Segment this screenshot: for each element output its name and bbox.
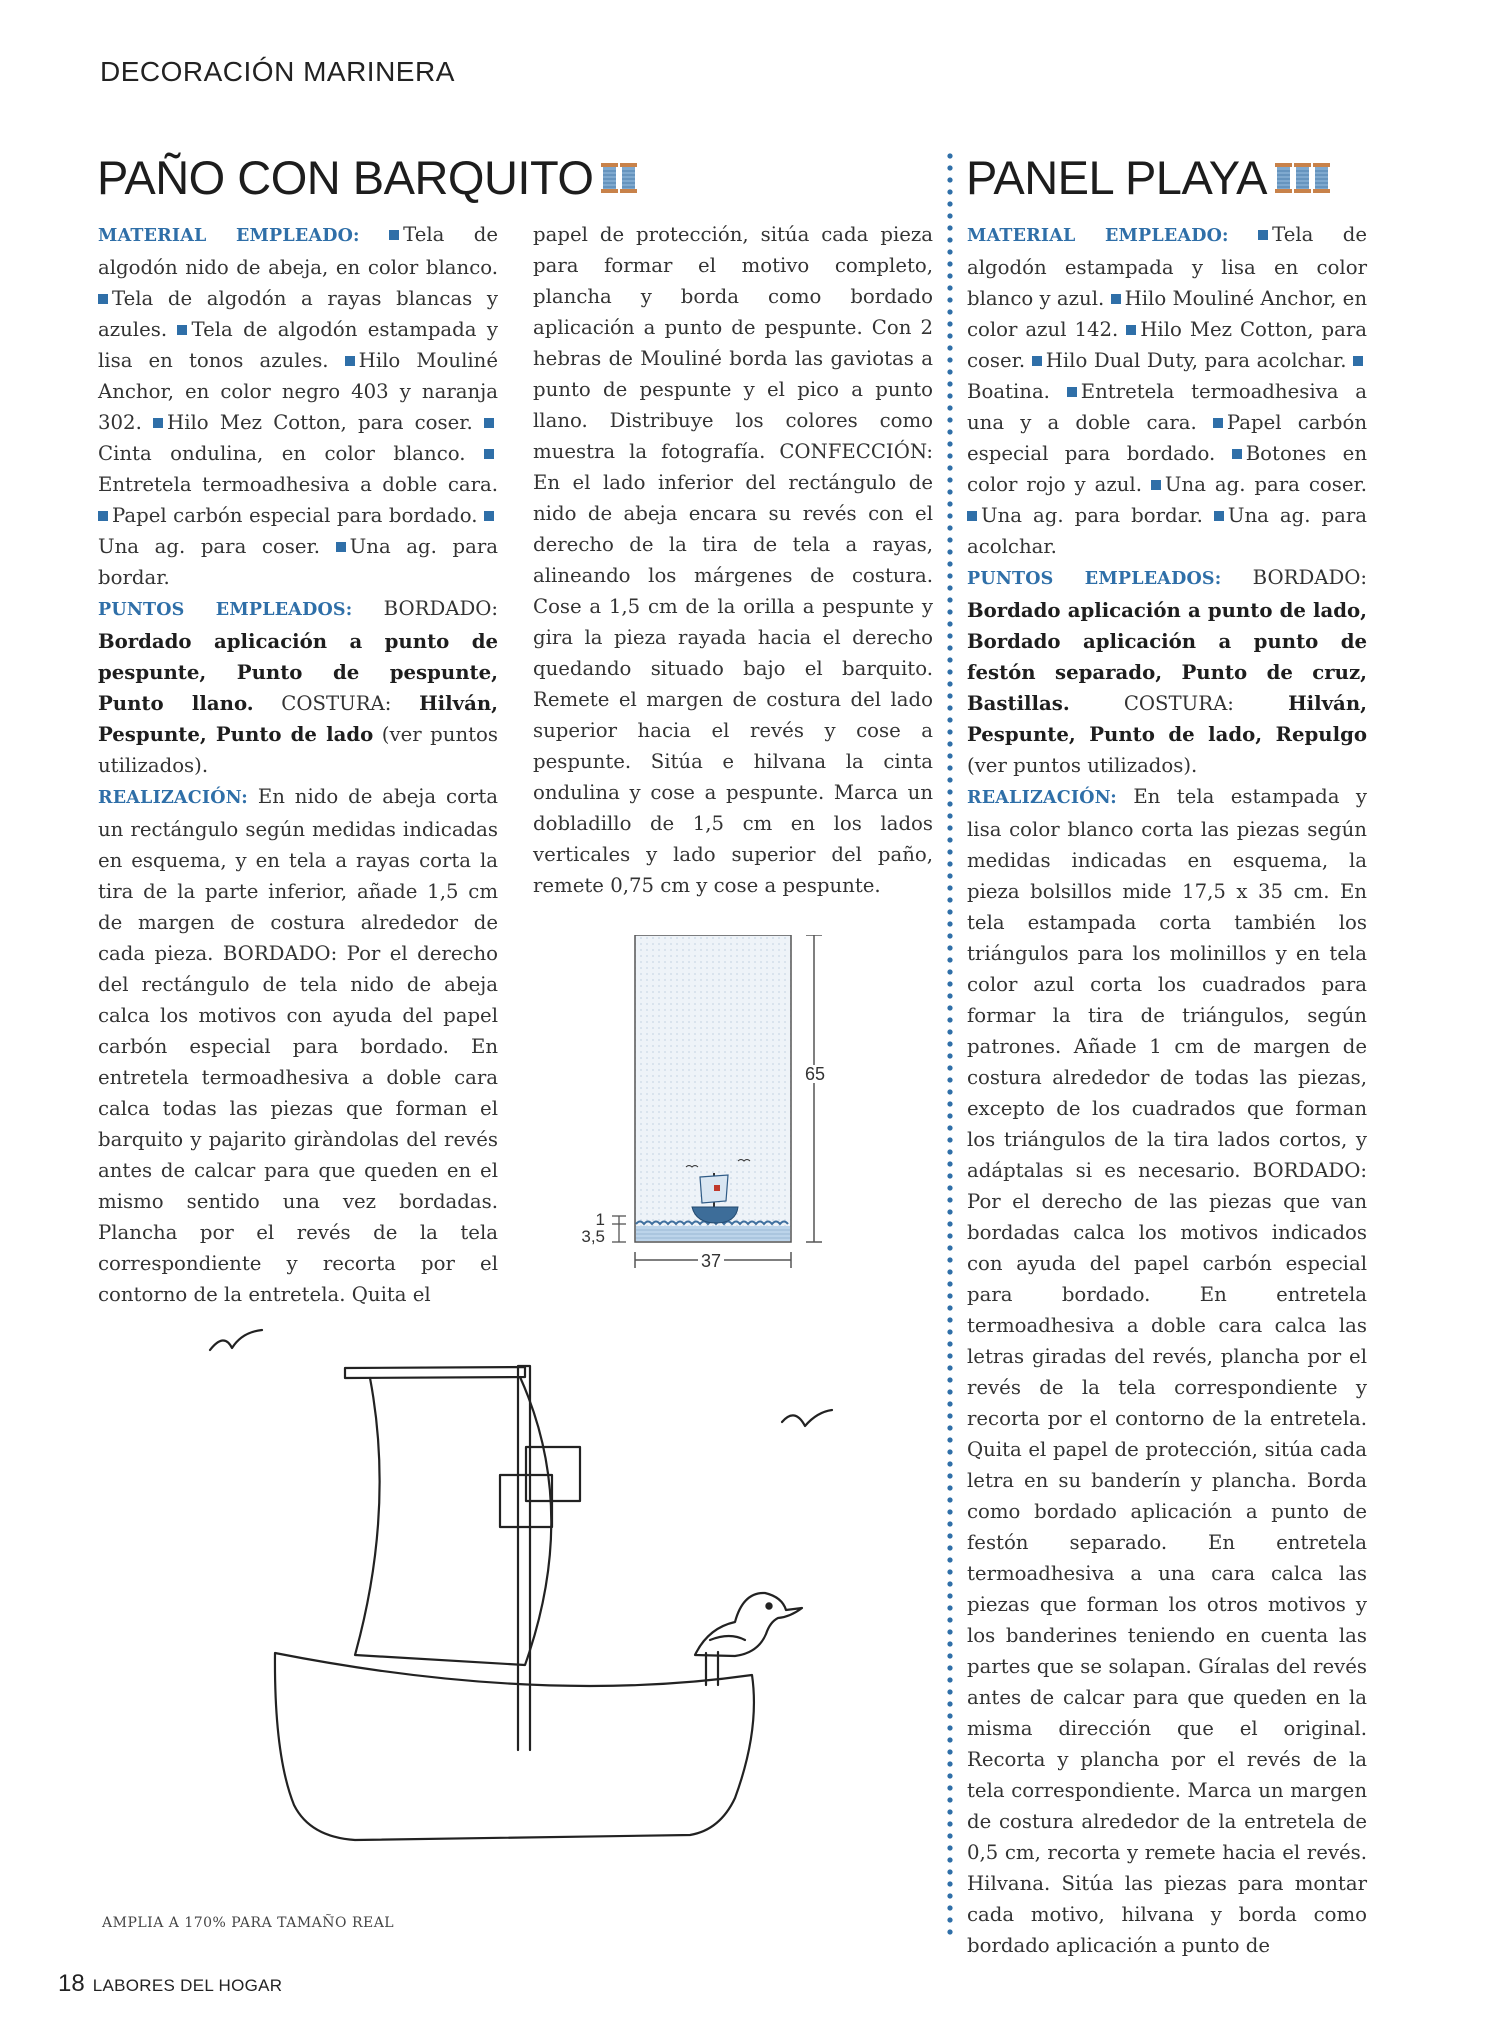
costura-label: COSTURA:: [1123, 692, 1234, 715]
material-item: Tela de algodón nido de abeja, en color blanco.: [98, 223, 498, 279]
material-item: Hilo Mez Cotton, para coser.: [967, 318, 1367, 372]
material-item: Tela de algodón a rayas blancas y azules.: [98, 287, 498, 341]
stitches-note: (ver puntos utilizados).: [967, 754, 1198, 777]
stitches-note: (ver puntos utilizados).: [98, 723, 499, 777]
seagull-icon: [782, 1410, 832, 1426]
yardarm-icon: [345, 1367, 525, 1378]
stitches-paragraph: [967, 562, 1367, 781]
material-item: Boatina.: [967, 380, 1050, 403]
boat-pattern-drawing: [190, 1310, 850, 1900]
material-item: Cinta ondulina, en color blanco.: [98, 442, 466, 465]
difficulty-spools: [1275, 163, 1330, 193]
publication-name: LABORES DEL HOGAR: [92, 1976, 283, 1995]
material-item: Botones en color rojo y azul.: [967, 442, 1367, 496]
realizacion-text: En tela estampada y lisa color blanco corta las piezas según medidas indicadas en esquema, la pieza bolsillos mide 17,5 x 35 cm. En tela estampada corta también los triángulos para los molinillos y en tela color azul corta los cuadrados para formar la tira de triángulos, según patrones. Añade 1 cm de margen de costura alrededor de todas las piezas, excepto de los cuadrados que forman los triángulos de la tira lados cortos, y adáptalas si es necesario. BORDADO: Por el derecho de las piezas que van bordadas calca los motivos indicados con ayuda del papel carbón especial para bordado. En entretela termoadhesiva a doble cara calca las letras giradas del revés, plancha por el revés de la tela correspondiente y recorta por el contorno de la entretela. Quita el papel de protección, sitúa cada letra en su banderín y plancha. Borda como bordado aplicación a punto de festón separado. En entretela termoadhesiva a una cara calca las piezas que forman los otros motivos y los banderines teniendo en cuenta las partes que se solapan. Gíralas del revés antes de calcar para que queden en la misma dirección que el original. Recorta y plancha por el revés de la tela correspondiente. Marca un margen de costura alrededor de la entretela de 0,5 cm, recorta y remete hacia el revés. Hilvana. Sitúa las piezas para montar cada motivo, hilvana y borda como bordado aplicación a punto de: [967, 785, 1368, 1957]
stitches-paragraph: [98, 593, 498, 781]
bullet-icon: [1214, 511, 1224, 521]
seagull-icon: [210, 1330, 262, 1350]
column-divider: [947, 150, 953, 1940]
sail-icon: [355, 1377, 551, 1665]
bullet-icon: [1111, 294, 1121, 304]
page-footer: [58, 1970, 282, 1998]
bullet-icon: [345, 356, 355, 366]
bordado-label: BORDADO:: [383, 597, 499, 620]
spool-icon: [1275, 163, 1292, 193]
materials-label: MATERIAL EMPLEADO:: [967, 226, 1229, 246]
materials-paragraph: [98, 219, 498, 593]
stitches-label: PUNTOS EMPLEADOS:: [967, 569, 1222, 589]
article2-column: [967, 219, 1367, 1961]
materials-paragraph: [967, 219, 1367, 562]
spool-icon: [620, 163, 637, 193]
material-item: Papel carbón especial para bordado.: [112, 504, 478, 527]
material-item: Hilo Dual Duty, para acolchar.: [1045, 349, 1347, 372]
material-item: Una ag. para acolchar.: [967, 504, 1367, 558]
article1-column-1: [98, 219, 498, 1310]
bullet-icon: [484, 418, 494, 428]
material-item: Tela de algodón estampada y lisa en color blanco y azul.: [967, 223, 1367, 310]
difficulty-spools: [601, 163, 637, 193]
bullet-icon: [1232, 449, 1242, 459]
bullet-icon: [1126, 325, 1136, 335]
ribbon-offset-label: 1: [595, 1210, 605, 1229]
spool-icon: [601, 163, 618, 193]
bullet-icon: [1032, 356, 1042, 366]
band-height-label: 3,5: [581, 1227, 605, 1246]
material-item: Papel carbón especial para bordado.: [967, 411, 1367, 465]
bullet-icon: [98, 294, 108, 304]
article-title-panel: [966, 150, 1330, 205]
bordado-stitches: Bordado aplicación a punto de lado, Bordado aplicación a punto de festón separado, Punto de cruz, Bastillas.: [967, 599, 1367, 715]
bullet-icon: [1067, 387, 1077, 397]
width-label: 37: [700, 1251, 722, 1271]
spool-icon: [1294, 163, 1311, 193]
page-number: 18: [58, 1970, 85, 1997]
bird-icon: [695, 1593, 802, 1656]
bird-wing-icon: [710, 1636, 745, 1640]
material-item: Una ag. para bordar.: [981, 504, 1203, 527]
bullet-icon: [484, 449, 494, 459]
mast-icon: [518, 1366, 530, 1750]
material-item: Hilo Mouliné Anchor, en color azul 142.: [967, 287, 1367, 341]
bullet-icon: [1213, 418, 1223, 428]
bullet-icon: [967, 511, 977, 521]
bullet-icon: [153, 418, 163, 428]
costura-stitches: Hilván, Pespunte, Punto de lado, Repulgo: [967, 692, 1367, 746]
stitches-label: PUNTOS EMPLEADOS:: [98, 600, 353, 620]
material-item: Entretela termoadhesiva a doble cara.: [98, 473, 498, 496]
bird-eye-icon: [766, 1603, 771, 1608]
bordado-stitches: Bordado aplicación a punto de pespunte, Punto de pespunte, Punto llano.: [98, 630, 498, 715]
costura-stitches: Hilván, Pespunte, Punto de lado: [98, 692, 499, 746]
material-item: Hilo Mez Cotton, para coser.: [167, 411, 473, 434]
realizacion-text: En nido de abeja corta un rectángulo según medidas indicadas en esquema, y en tela a rayas corta la tira de la parte inferior, añade 1,5 cm de margen de costura alrededor de cada pieza. BORDADO: Por el derecho del rectángulo de tela nido de abeja calca los motivos con ayuda del papel carbón especial para bordado. En entretela termoadhesiva a doble cara calca todas las piezas que forman el barquito y pajarito giràndolas del revés antes de calcar para que queden en el mismo sentido una vez bordadas. Plancha por el revés de la tela correspondiente y recorta por el contorno de la entretela. Quita el: [98, 785, 498, 1306]
material-item: Tela de algodón estampada y lisa en tonos azules.: [98, 318, 498, 372]
realizacion-label: REALIZACIÓN:: [98, 788, 248, 808]
article-title-pano: [97, 150, 637, 205]
bullet-icon: [336, 542, 346, 552]
bordado-label: BORDADO:: [1252, 566, 1368, 589]
spool-icon: [1313, 163, 1330, 193]
article-title-text: PANEL PLAYA: [966, 151, 1268, 204]
bullet-icon: [177, 325, 187, 335]
height-label: 65: [804, 1064, 826, 1084]
realizacion-label: REALIZACIÓN:: [967, 788, 1117, 808]
material-item: Hilo Mouliné Anchor, en color negro 403 y naranja 302.: [98, 349, 498, 434]
bullet-icon: [98, 511, 108, 521]
measurement-schematic: [560, 935, 860, 1285]
realizacion-continued: papel de protección, sitúa cada pieza para formar el motivo completo, plancha y borda como bordado aplicación a punto de pespunte. Con 2 hebras de Mouliné borda las gaviotas a punto de pespunte y el pico a punto llano. Distribuye los colores como muestra la fotografía. CONFECCIÓN: En el lado inferior del rectángulo de nido de abeja encara su revés con el derecho de la tira de tela a rayas, alineando los márgenes de costura. Cose a 1,5 cm de la orilla a pespunte y gira la pieza rayada hacia el derecho quedando situado bajo el barquito. Remete el margen de costura del lado superior hacia el revés y cose a pespunte. Sitúa e hilvana la cinta ondulina y cose a pespunte. Marca un dobladillo de 1,5 cm en los lados verticales y lado superior del paño, remete 0,75 cm y cose a pespunte.: [533, 223, 933, 897]
realizacion-paragraph: [967, 781, 1367, 1961]
section-header: DECORACIÓN MARINERA: [100, 56, 455, 87]
enlarge-caption: AMPLIA A 170% PARA TAMAÑO REAL: [102, 1915, 395, 1931]
material-item: Una ag. para coser.: [98, 535, 321, 558]
bullet-icon: [484, 511, 494, 521]
material-item: Una ag. para coser.: [1164, 473, 1367, 496]
material-item: Entretela termoadhesiva a una y a doble cara.: [967, 380, 1367, 434]
material-item: Una ag. para bordar.: [98, 535, 498, 589]
bullet-icon: [389, 230, 399, 240]
costura-label: COSTURA:: [281, 692, 392, 715]
bullet-icon: [1151, 480, 1161, 490]
article-title-text: PAÑO CON BARQUITO: [97, 151, 594, 204]
realizacion-paragraph: [98, 781, 498, 1310]
bullet-icon: [1258, 230, 1268, 240]
hull-icon: [275, 1653, 754, 1840]
bullet-icon: [1353, 356, 1363, 366]
article1-column-2: [533, 219, 933, 901]
materials-label: MATERIAL EMPLEADO:: [98, 226, 360, 246]
